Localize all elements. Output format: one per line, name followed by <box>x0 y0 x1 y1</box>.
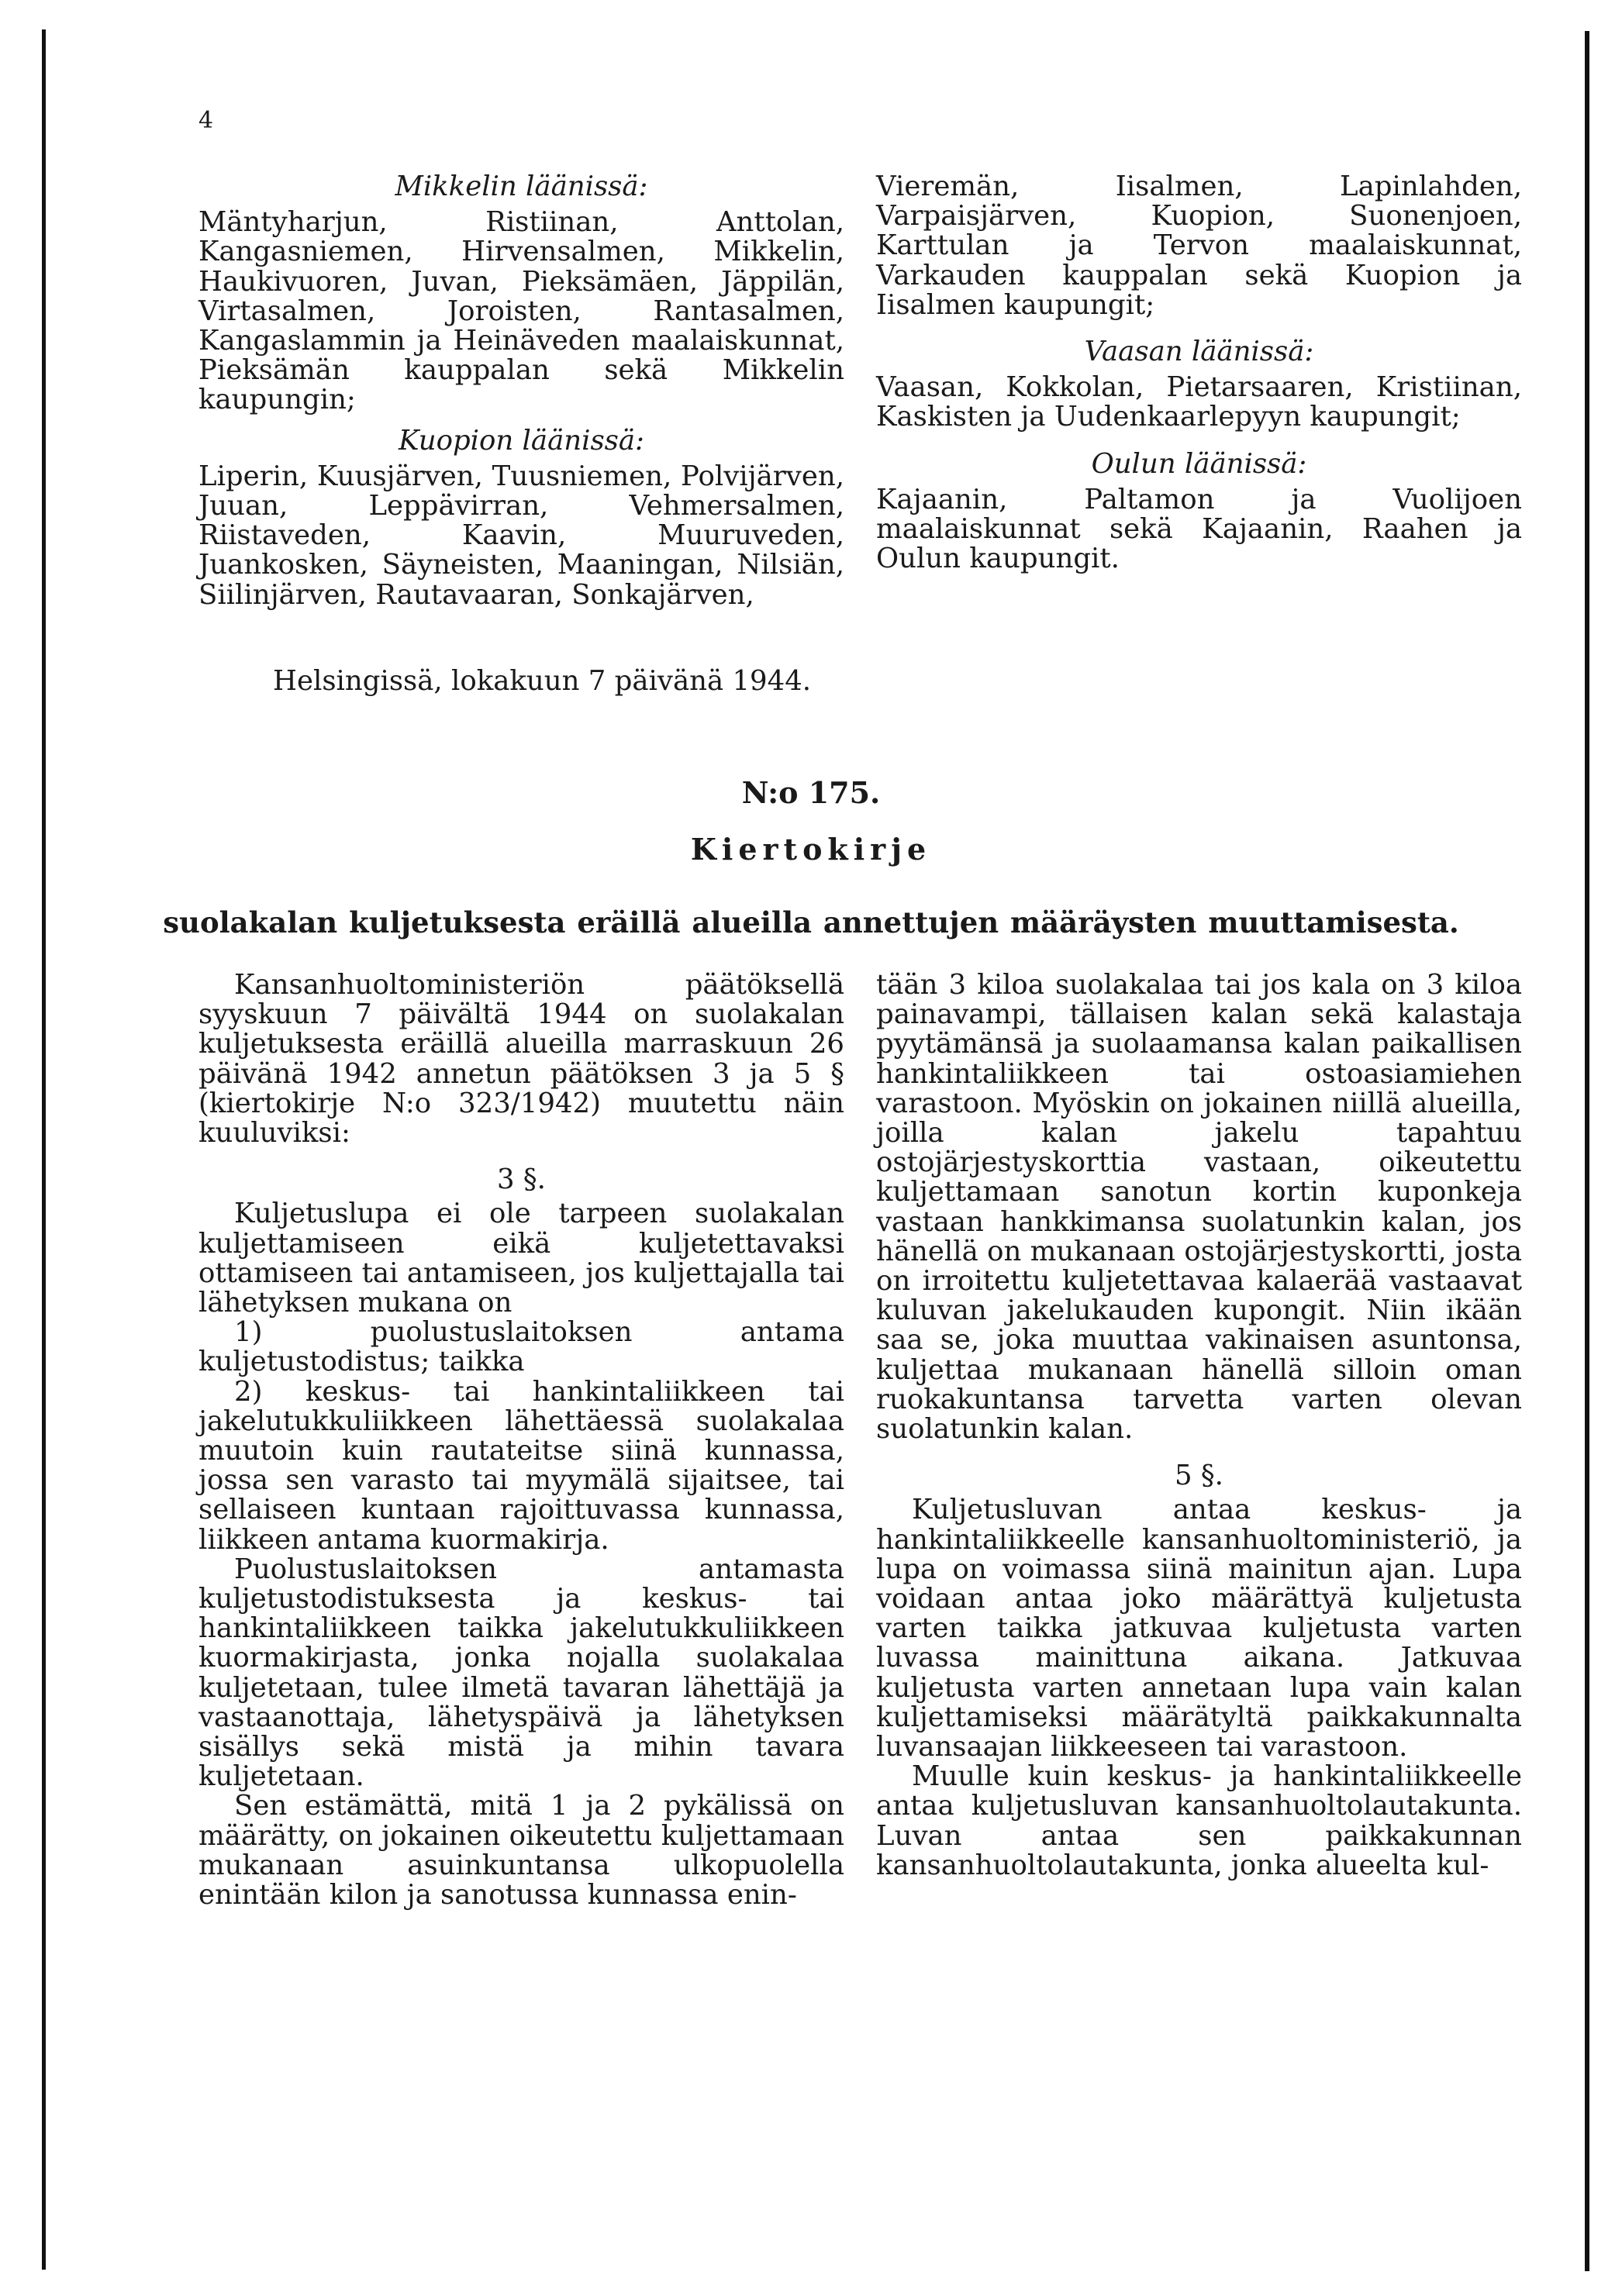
region-heading-kuopio: Kuopion läänissä: <box>398 424 645 457</box>
scan-edge-right <box>1585 31 1589 2271</box>
section-3-paragraph-2: Puolustuslaitoksen antamasta kuljetustodistuksesta ja keskus- tai hankintaliikkeen taikka jakelutukkuliikkeen kuormakirjasta, jonka nojalla suolakalaa kuljetetaan, tulee ilmetä tavaran lähettäjä ja vastaanottaja, lähetyspäivä ja lähetyksen sisällys sekä mistä ja mihin tavara kuljetetaan. <box>198 1553 844 1793</box>
top-right-column <box>876 172 1522 574</box>
section-3-item-1: 1) puolustuslaitoksen antama kuljetustodistus; taikka <box>198 1316 844 1378</box>
region-text-mikkeli: Mäntyharjun, Ristiinan, Anttolan, Kangasniemen, Hirvensalmen, Mikkelin, Haukivuoren, Juvan, Pieksämäen, Jäppilän, Virtasalmen, Joroisten, Rantasalmen, Kangaslammin ja Heinäveden maalaiskunnat, Pieksämän kauppalan sekä Mikkelin kaupungin; <box>198 206 844 416</box>
section-5-paragraph-2: Muulle kuin keskus- ja hankintaliikkeelle antaa kuljetusluvan kansanhuoltolautakunta. Luvan antaa sen paikkakunnan kansanhuoltolautakunta, jonka alueelta kul- <box>876 1760 1522 1881</box>
region-heading-mikkeli: Mikkelin läänissä: <box>395 171 648 202</box>
body-right-column <box>876 970 1522 1881</box>
page-number: 4 <box>198 107 214 134</box>
region-text-vaasa: Vaasan, Kokkolan, Pietarsaaren, Kristiinan, Kaskisten ja Uudenkaarlepyyn kaupungit; <box>876 371 1522 433</box>
body-left-column <box>198 970 844 1910</box>
section-3-paragraph-3: Sen estämättä, mitä 1 ja 2 pykälissä on määrätty, on jokainen oikeutettu kuljettamaan mukanaan asuinkuntansa ulkopuolella enintään kilon ja sanotussa kunnassa enin- <box>198 1790 844 1912</box>
section-3-item-2: 2) keskus- tai hankintaliikkeen tai jakelutukkuliikkeen lähettäessä suolakalaa muutoin kuin rautateitse siinä kunnassa, jossa sen varasto tai myymälä sijaitsee, tai sellaiseen kuntaan rajoittuvassa kunnassa, liikkeen antama kuormakirja. <box>198 1375 844 1556</box>
region-heading-oulu: Oulun läänissä: <box>1091 447 1307 480</box>
document-subject: suolakalan kuljetuksesta eräillä alueilla annettujen määräysten muuttamisesta. <box>163 905 1459 939</box>
document-type: Kiertokirje <box>690 832 932 867</box>
region-text-kuopio: Liperin, Kuusjärven, Tuusniemen, Polvijärven, Juuan, Leppävirran, Vehmersalmen, Riistaveden, Kaavin, Muuruveden, Juankosken, Säyneisten, Maaningan, Nilsiän, Siilinjärven, Rautavaaran, Sonkajärven, <box>198 460 844 611</box>
scan-edge-left <box>42 29 46 2270</box>
section-5-heading: 5 §. <box>1175 1460 1223 1492</box>
section-5-paragraph-1: Kuljetusluvan antaa keskus- ja hankintaliikkeelle kansanhuoltoministeriö, ja lupa on voimassa siinä mainitun ajan. Lupa voidaan antaa joko määrättyä kuljetusta varten taikka jatkuvaa kuljetusta varten luvassa mainittuna aikana. Jatkuvaa kuljetusta varten annetaan lupa vain kalan kuljettamiseksi määrätyltä paikkakunnalta luvansaajan liikkeeseen tai varastoon. <box>876 1494 1522 1763</box>
region-text-kuopio-cont: Vieremän, Iisalmen, Lapinlahden, Varpaisjärven, Kuopion, Suonenjoen, Karttulan ja Tervon maalaiskunnat, Varkauden kauppalan sekä Kuopion ja Iisalmen kaupungit; <box>876 171 1522 321</box>
region-heading-vaasa: Vaasan läänissä: <box>1084 336 1314 368</box>
document-number: N:o 175. <box>741 775 881 810</box>
section-3-paragraph-1: Kuljetuslupa ei ole tarpeen suolakalan kuljettamiseen eikä kuljetettavaksi ottamiseen tai antamiseen, jos kuljettajalla tai lähetyksen mukana on <box>198 1198 844 1319</box>
section-3-paragraph-3-cont: tään 3 kiloa suolakalaa tai jos kala on 3 kiloa painavampi, tällaisen kalan sekä kalastaja pyytämänsä ja suolaamansa kalan paikallisen hankintaliikkeen tai ostoasiamiehen varastoon. Myöskin on jokainen niillä alueilla, joilla kalan jakelu tapahtuu ostojärjestyskorttia vastaan, oikeutettu kuljettamaan sanotun kortin kuponkeja vastaan hankkimansa suolatunkin kalan, jos hänellä on mukanaan ostojärjestyskortti, josta on irroitettu kuljetettavaa kalaerää vastaavat kuluvan jakelukauden kupongit. Niin ikään saa se, joka muuttaa vakinaisen asuntonsa, kuljettaa mukanaan hänellä silloin oman ruokakuntansa tarvetta varten olevan suolatunkin kalan. <box>876 969 1522 1446</box>
region-text-oulu: Kajaanin, Paltamon ja Vuolijoen maalaiskunnat sekä Kajaanin, Raahen ja Oulun kaupungit. <box>876 483 1522 575</box>
top-left-column <box>198 172 844 610</box>
section-3-heading: 3 §. <box>497 1164 546 1196</box>
dateline: Helsingissä, lokakuun 7 päivänä 1944. <box>273 665 812 697</box>
intro-paragraph: Kansanhuoltoministeriön päätöksellä syyskuun 7 päivältä 1944 on suolakalan kuljetuksesta eräillä alueilla marraskuun 26 päivänä 1942 annetun päätöksen 3 ja 5 § (kiertokirje N:o 323/1942) muutettu näin kuuluviksi: <box>198 969 844 1150</box>
